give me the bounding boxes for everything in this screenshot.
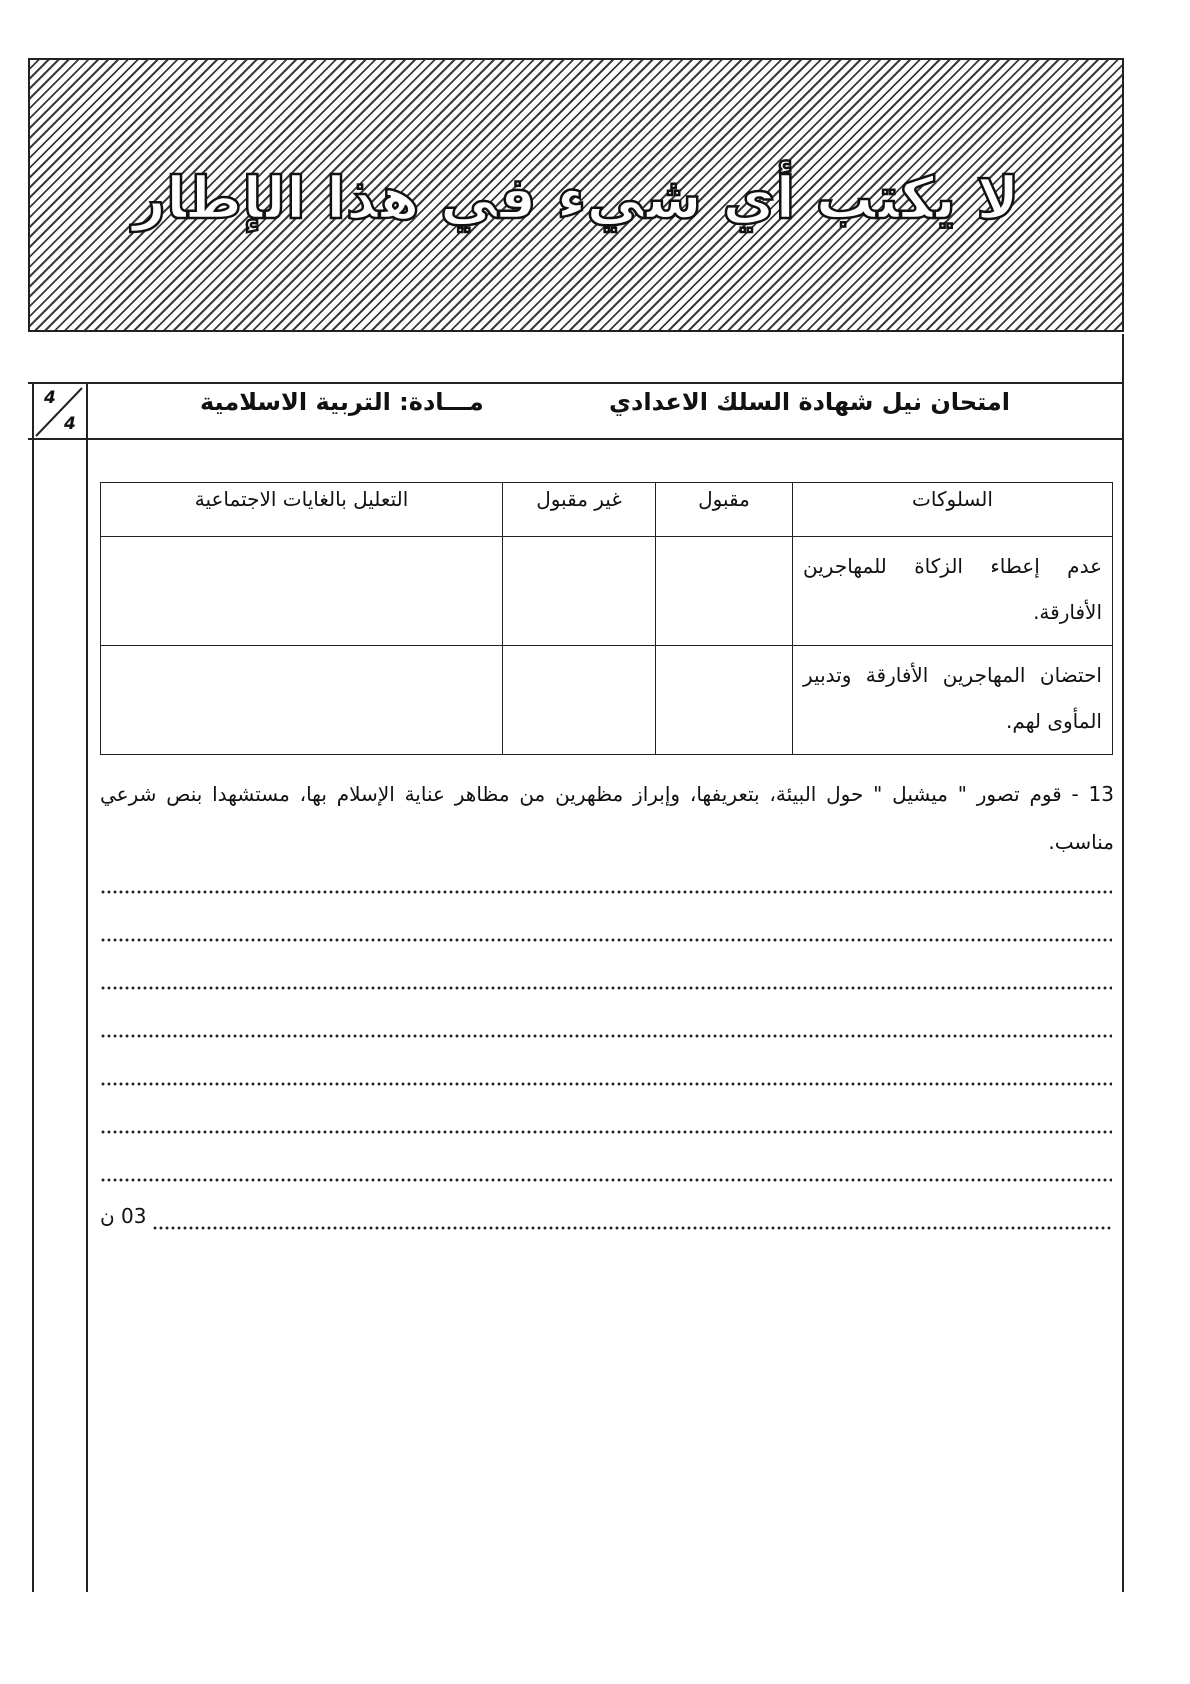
frame-margin-line: [86, 382, 88, 1592]
header-accepted: مقبول: [656, 483, 793, 537]
header-justification: التعليل بالغايات الاجتماعية: [101, 483, 503, 537]
no-write-banner: [28, 58, 1124, 332]
table-row: [101, 537, 1113, 646]
answer-line[interactable]: [100, 1082, 1112, 1086]
frame-header-bottom-line: [28, 438, 1124, 440]
behavior-cell: عدم إعطاء الزكاة للمهاجرين الأفارقة.: [793, 537, 1113, 646]
answer-line[interactable]: [100, 890, 1112, 894]
justification-cell[interactable]: [101, 537, 503, 646]
answer-line[interactable]: [100, 1178, 1112, 1182]
header-not-accepted: غير مقبول: [503, 483, 656, 537]
behaviors-table: [100, 482, 1113, 755]
answer-line[interactable]: [100, 938, 1112, 942]
answer-line[interactable]: [152, 1226, 1112, 1230]
answer-line[interactable]: [100, 986, 1112, 990]
question-points: 03 ن: [100, 1204, 147, 1228]
frame-top-line: [28, 382, 1124, 384]
accepted-cell[interactable]: [656, 646, 793, 755]
frame-right-line: [1122, 334, 1124, 1592]
question-13: 13 - قوم تصور " ميشيل " حول البيئة، بتعريفها، وإبراز مظهرين من مظاهر عناية الإسلام بها، مستشهدا بنص شرعي مناسب.: [100, 782, 1114, 854]
exam-title: امتحان نيل شهادة السلك الاعدادي: [609, 388, 1010, 416]
not-accepted-cell[interactable]: [503, 537, 656, 646]
answer-line[interactable]: [100, 1034, 1112, 1038]
accepted-cell[interactable]: [656, 537, 793, 646]
page-number-bottom: 4: [64, 414, 76, 434]
table-row: [101, 646, 1113, 755]
not-accepted-cell[interactable]: [503, 646, 656, 755]
page-number-divider: [32, 384, 88, 440]
header-behaviors: السلوكات: [793, 483, 1113, 537]
justification-cell[interactable]: [101, 646, 503, 755]
banner-text: لا يكتب أي شيء في هذا الإطار: [132, 164, 1020, 232]
frame-left-line: [32, 382, 34, 1592]
page-number-top: 4: [44, 388, 56, 408]
table-header-row: [101, 483, 1113, 537]
behavior-cell: احتضان المهاجرين الأفارقة وتدبير المأوى لهم.: [793, 646, 1113, 755]
subject-label: مـــادة: التربية الاسلامية: [200, 388, 484, 416]
answer-line[interactable]: [100, 1130, 1112, 1134]
